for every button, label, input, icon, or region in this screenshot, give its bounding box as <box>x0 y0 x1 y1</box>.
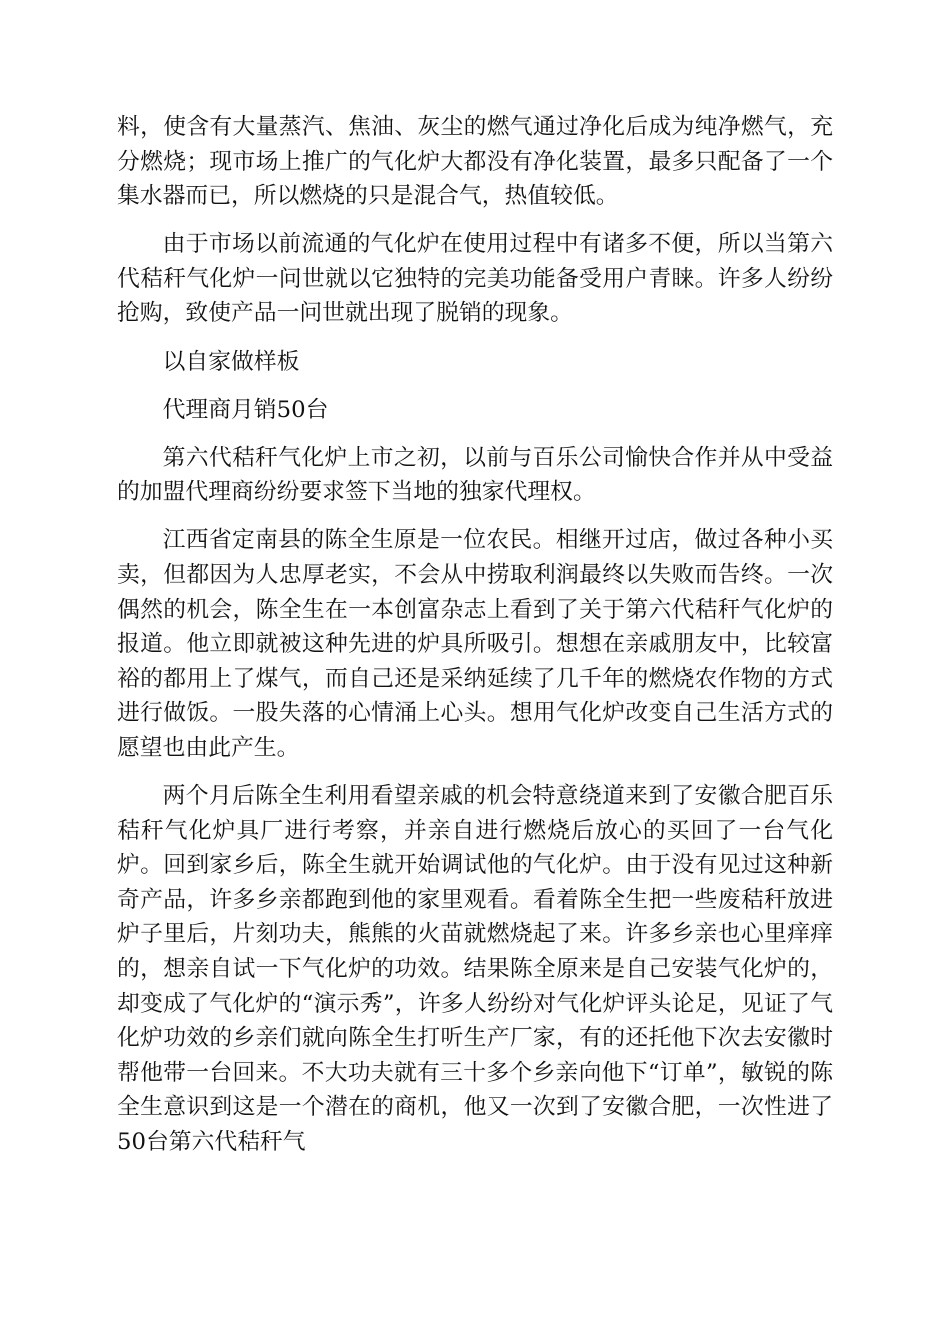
paragraph-4: 江西省定南县的陈全生原是一位农民。相继开过店，做过各种小买卖，但都因为人忠厚老实，不会从中捞取利润最终以失败而告终。一次偶然的机会，陈全生在一本创富杂志上看到了关于第六代秸秆气化炉的报道。他立即就被这种先进的炉具所吸引。想想在亲戚朋友中，比较富裕的都用上了煤气，而自己还是采纳延续了几千年的燃烧农作物的方式进行做饭。一股失落的心情涌上心头。想用气化炉改变自己生活方式的愿望也由此产生。 <box>117 527 833 761</box>
paragraph-3: 第六代秸秆气化炉上市之初，以前与百乐公司愉快合作并从中受益的加盟代理商纷纷要求签下当地的独家代理权。 <box>117 444 833 506</box>
paragraph-2: 由于市场以前流通的气化炉在使用过程中有诸多不便，所以当第六代秸秆气化炉一问世就以它独特的完美功能备受用户青睐。许多人纷纷抢购，致使产品一问世就出现了脱销的现象。 <box>117 231 833 327</box>
paragraph-1: 料，使含有大量蒸汽、焦油、灰尘的燃气通过净化后成为纯净燃气，充分燃烧；现市场上推广的气化炉大都没有净化装置，最多只配备了一个集水器而已，所以燃烧的只是混合气，热值较低。 <box>117 114 833 210</box>
section-heading-line-1: 以自家做样板 <box>162 348 300 375</box>
paragraph-5: 两个月后陈全生利用看望亲戚的机会特意绕道来到了安徽合肥百乐秸秆气化炉具厂进行考察，并亲自进行燃烧后放心的买回了一台气化炉。回到家乡后，陈全生就开始调试他的气化炉。由于没有见过这种新奇产品，许多乡亲都跑到他的家里观看。看着陈全生把一些废秸秆放进炉子里后，片刻功夫，熊熊的火苗就燃烧起了来。许多乡亲也心里痒痒的，想亲自试一下气化炉的功效。结果陈全原来是自己安装气化炉的，却变成了气化炉的“演示秀”，许多人纷纷对气化炉评头论足，见证了气化炉功效的乡亲们就向陈全生打听生产厂家，有的还托他下次去安徽时帮他带一台回来。不大功夫就有三十多个乡亲向他下“订单”，敏锐的陈全生意识到这是一个潜在的商机，他又一次到了安徽合肥，一次性进了50台第六代秸秆气 <box>117 783 833 1156</box>
document-page <box>117 110 833 1173</box>
section-heading-line-2: 代理商月销50台 <box>162 396 329 423</box>
